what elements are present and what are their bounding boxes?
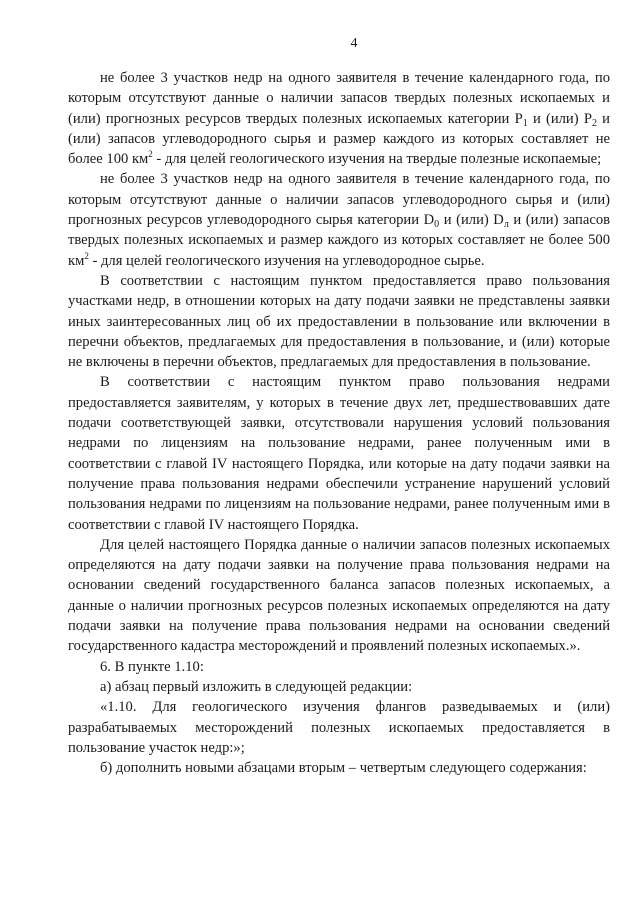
text-run: «1.10. Для геологического изучения флангов разведываемых и (или) разрабатываемых месторождений полезных ископаемых предоставляется в пользование участок недр:»; bbox=[68, 699, 610, 756]
paragraph-p8 bbox=[68, 697, 610, 758]
text-run: не более 3 участков недр на одного заявителя в течение календарного года, по которым отсутствуют данные о наличии запасов углеводородного сырья и (или) прогнозных ресурсов углеводородного сырья категории D bbox=[68, 171, 610, 229]
paragraph-p6 bbox=[68, 657, 610, 677]
text-run: 6. В пункте 1.10: bbox=[100, 658, 204, 675]
text-run: а) абзац первый изложить в следующей редакции: bbox=[100, 678, 413, 695]
text-run: и (или) запасов твердых полезных ископаемых и размер каждого из которых составляет не более 500 км bbox=[68, 212, 611, 269]
text-run: и (или) D bbox=[439, 212, 504, 229]
paragraph-p4 bbox=[68, 372, 610, 534]
text-run: не более 3 участков недр на одного заявителя в течение календарного года, по которым отсутствуют данные о наличии запасов твердых полезных ископаемых и (или) прогнозных ресурсов твердых полезных ископаемых категории Р bbox=[68, 70, 610, 127]
text-run: Для целей настоящего Порядка данные о наличии запасов полезных ископаемых определяются на дату подачи заявки на получение права пользования недрами на основании сведений государственного баланса запасов полезных ископаемых, а данные о наличии прогнозных ресурсов полезных ископаемых определяются на дату подачи заявки на получение права пользования недрами на основании сведений государственного кадастра месторождений и проявлений полезных ископаемых.». bbox=[68, 536, 610, 655]
text-run: - для целей геологического изучения на углеводородное сырье. bbox=[88, 252, 485, 269]
text-run: б) дополнить новыми абзацами вторым – четвертым следующего содержания: bbox=[100, 760, 587, 777]
paragraph-p5 bbox=[68, 535, 610, 657]
superscript: 2 bbox=[84, 250, 89, 261]
text-run: - для целей геологического изучения на твердые полезные ископаемые; bbox=[152, 151, 602, 168]
paragraph-p2 bbox=[68, 169, 610, 270]
subscript: 1 bbox=[522, 117, 528, 129]
subscript: 2 bbox=[591, 117, 597, 129]
paragraph-p7 bbox=[68, 677, 610, 697]
text-run: В соответствии с настоящим пунктом предоставляется право пользования участками недр, в отношении которых на дату подачи заявки не представлены заявки иных заинтересованных лиц об их предоставлении в пользование или включении в перечни объектов, предлагаемых для предоставления в пользование, и (или) которые не включены в перечни объектов, предлагаемых для предоставления в пользование. bbox=[68, 272, 610, 371]
paragraph-p9 bbox=[68, 758, 610, 778]
paragraph-p3 bbox=[68, 271, 610, 372]
subscript: л bbox=[503, 219, 509, 231]
page-number: 4 bbox=[350, 36, 358, 51]
document-body bbox=[68, 68, 610, 778]
text-run: и (или) запасов углеводородного сырья и размер каждого из которых составляет не более 100 км bbox=[68, 110, 610, 168]
text-run: и (или) Р bbox=[527, 110, 592, 127]
subscript: 0 bbox=[434, 219, 440, 231]
paragraph-p1 bbox=[68, 68, 610, 169]
text-run: В соответствии с настоящим пунктом право пользования недрами предоставляется заявителям, у которых в течение двух лет, предшествовавших дате подачи соответствующей заявки, отсутствовали нарушения условий пользования недрами по лицензиям на пользование недрами, ранее полученным ими в соответствии с главой IV настоящего Порядка, или которые на дату подачи заявки на получение права пользования недрами обеспечили устранение нарушений условий пользования недрами по лицензиям на пользование недрами, ранее полученным ими в соответствии с главой IV настоящего Порядка. bbox=[68, 374, 610, 533]
superscript: 2 bbox=[148, 149, 153, 160]
